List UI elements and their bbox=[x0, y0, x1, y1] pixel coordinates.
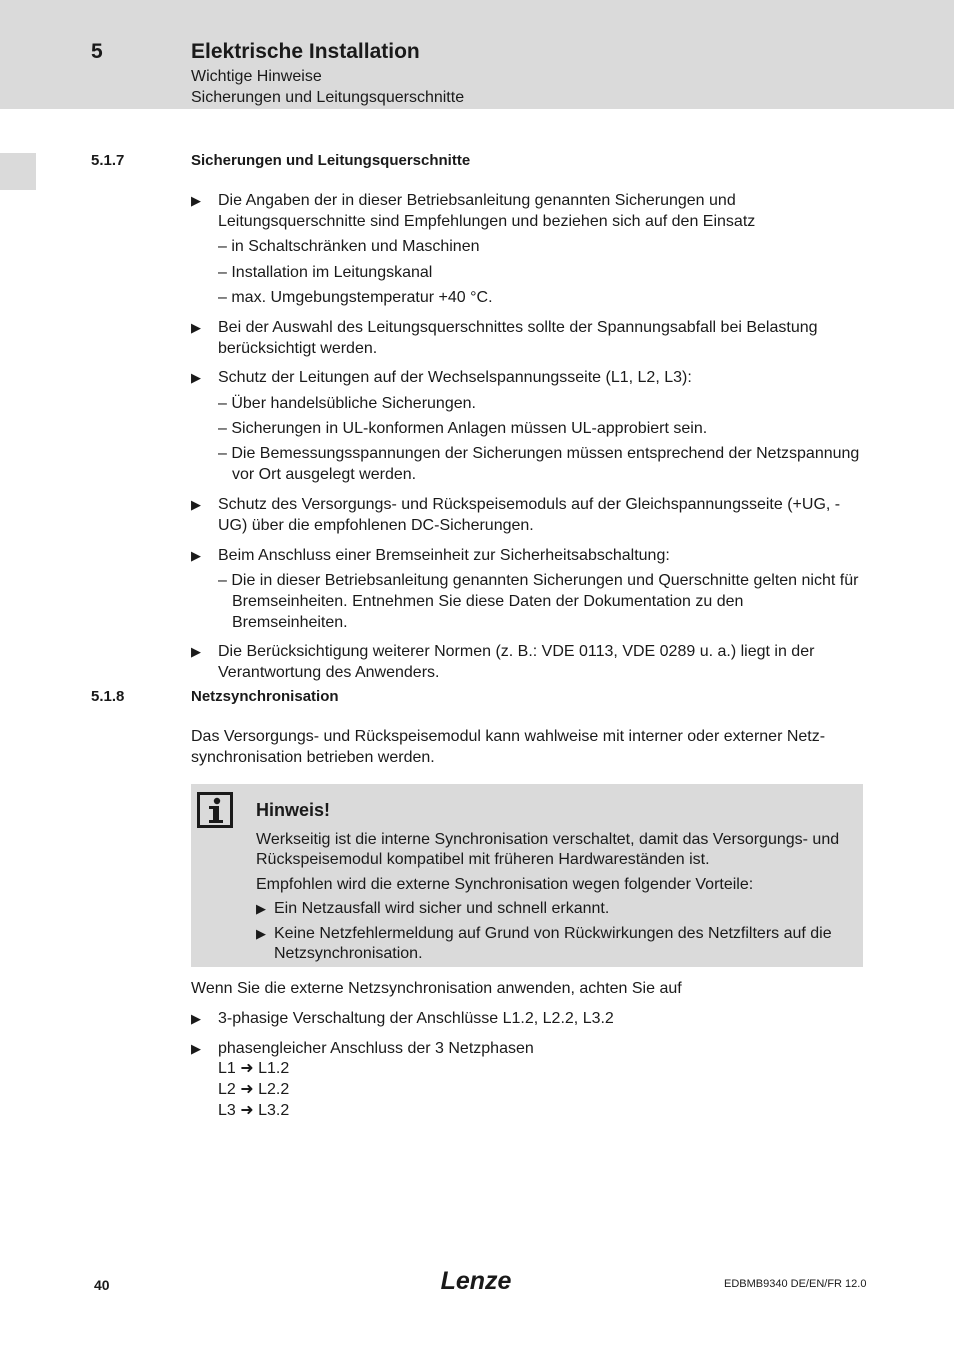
svg-text:Lenze: Lenze bbox=[440, 1267, 512, 1295]
phase-mapping: L3 ➜ L3.2 bbox=[218, 1102, 290, 1119]
section-title: Netzsynchronisation bbox=[191, 688, 339, 705]
info-icon bbox=[197, 792, 233, 828]
side-tab bbox=[0, 153, 36, 190]
bullet-icon: ▶ bbox=[191, 497, 201, 512]
list-item: ▶ Schutz der Leitungen auf der Wechselspannungsseite (L1, L2, L3): bbox=[191, 369, 692, 386]
list-item: ▶ Bei der Auswahl des Leitungsquerschnittes sollte der Spannungsabfall bei Belastung berücksichtigt werden. bbox=[191, 319, 818, 357]
list-item: ▶ Schutz des Versorgungs- und Rückspeisemoduls auf der Gleichspannungsseite (+UG, -UG) über die empfohlenen DC-Sicherungen. bbox=[191, 496, 841, 534]
chapter-number: 5 bbox=[91, 40, 103, 63]
sub-list-item: – Die in dieser Betriebsanleitung genannten Sicherungen und Querschnitte gelten nicht für Bremseinheiten. Entnehmen Sie diese Daten der Dokumentation zu den Bremseinheiten. bbox=[218, 572, 859, 631]
bullet-icon: ▶ bbox=[191, 1011, 201, 1026]
header-subtitle-2: Sicherungen und Leitungsquerschnitte bbox=[191, 89, 465, 106]
bullet-icon: ▶ bbox=[256, 926, 266, 941]
phase-mapping: L1 ➜ L1.2 bbox=[218, 1060, 290, 1077]
note-list-item: ▶ Ein Netzausfall wird sicher und schnell erkannt. bbox=[256, 900, 610, 917]
bullet-icon: ▶ bbox=[191, 370, 201, 385]
intro-paragraph: Das Versorgungs- und Rückspeisemodul kann wahlweise mit interner oder externer Netz-synchronisation betrieben werden. bbox=[191, 728, 826, 766]
note-text: Empfohlen wird die externe Synchronisation wegen folgender Vorteile: bbox=[256, 876, 754, 893]
bullet-icon: ▶ bbox=[191, 1041, 201, 1056]
sub-list-item: – Über handelsübliche Sicherungen. bbox=[218, 395, 476, 412]
paragraph: Wenn Sie die externe Netzsynchronisation anwenden, achten Sie auf bbox=[191, 980, 682, 997]
arrow-right-icon: ➜ bbox=[240, 1102, 254, 1119]
section-number: 5.1.7 bbox=[91, 152, 125, 169]
sub-list-item: – Sicherungen in UL-konformen Anlagen müssen UL-approbiert sein. bbox=[218, 420, 708, 437]
bullet-icon: ▶ bbox=[191, 193, 201, 208]
chapter-title: Elektrische Installation bbox=[191, 40, 420, 63]
bullet-icon: ▶ bbox=[256, 901, 266, 916]
arrow-right-icon: ➜ bbox=[240, 1060, 254, 1077]
header-subtitle-1: Wichtige Hinweise bbox=[191, 68, 322, 85]
note-title: Hinweis! bbox=[256, 800, 331, 820]
lenze-logo bbox=[438, 1266, 514, 1296]
sub-list-item: – in Schaltschränken und Maschinen bbox=[218, 238, 480, 255]
sub-list-item: – max. Umgebungstemperatur +40 °C. bbox=[218, 289, 493, 306]
list-item: ▶ Beim Anschluss einer Bremseinheit zur Sicherheitsabschaltung: bbox=[191, 547, 670, 564]
page-header bbox=[0, 0, 954, 109]
list-item: ▶ 3-phasige Verschaltung der Anschlüsse L1.2, L2.2, L3.2 bbox=[191, 1010, 614, 1027]
list-item: ▶ Die Berücksichtigung weiterer Normen (z. B.: VDE 0113, VDE 0289 u. a.) liegt in der Verantwortung des Anwenders. bbox=[191, 643, 815, 681]
arrow-right-icon: ➜ bbox=[240, 1081, 254, 1098]
note-list-item: ▶ Keine Netzfehlermeldung auf Grund von Rückwirkungen des Netzfilters auf die Netzsynchronisation. bbox=[256, 925, 832, 962]
bullet-icon: ▶ bbox=[191, 644, 201, 659]
section-title: Sicherungen und Leitungsquerschnitte bbox=[191, 152, 471, 169]
document-reference: EDBMB9340 DE/EN/FR 12.0 bbox=[724, 1278, 867, 1290]
bullet-icon: ▶ bbox=[191, 320, 201, 335]
note-text: Werkseitig ist die interne Synchronisation verschaltet, damit das Versorgungs- und Rückspeisemodul kompatibel mit früheren Hardwareständen ist. bbox=[256, 831, 840, 868]
bullet-icon: ▶ bbox=[191, 548, 201, 563]
list-item: ▶ phasengleicher Anschluss der 3 Netzphasen bbox=[191, 1040, 534, 1057]
list-item: ▶ Die Angaben der in dieser Betriebsanleitung genannten Sicherungen und Leitungsquerschnitte sind Empfehlungen und beziehen sich auf den Einsatz bbox=[191, 192, 756, 230]
sub-list-item: – Die Bemessungsspannungen der Sicherungen müssen entsprechend der Netzspannung vor Ort ausgelegt werden. bbox=[218, 445, 860, 483]
sub-list-item: – Installation im Leitungskanal bbox=[218, 264, 433, 281]
section-number: 5.1.8 bbox=[91, 688, 125, 705]
page-number: 40 bbox=[94, 1277, 110, 1293]
phase-mapping: L2 ➜ L2.2 bbox=[218, 1081, 290, 1098]
